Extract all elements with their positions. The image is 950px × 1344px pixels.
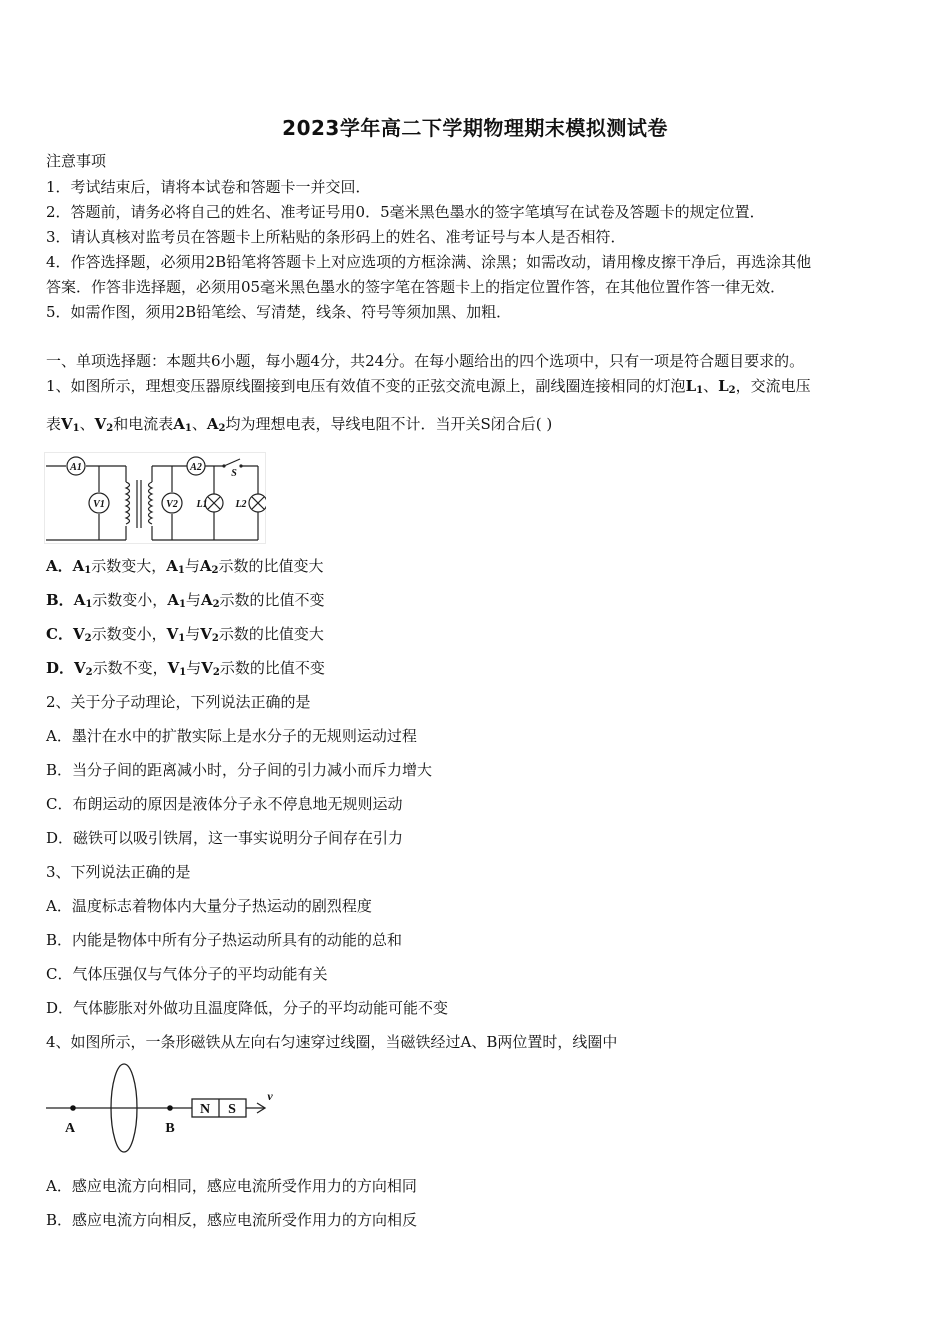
q1-opt-d-letter: D． [46, 659, 75, 677]
notice-item-1: 1．考试结束后，请将本试卷和答题卡一并交回． [46, 178, 371, 196]
fig-v2-label: V2 [166, 499, 178, 510]
q1-v2-sub: 2 [106, 423, 114, 434]
q1-stem-line1 [46, 377, 811, 395]
q1-opt-c-text3: 示数的比值变大 [218, 625, 324, 643]
q1-opt-a-sym1: A [72, 557, 85, 575]
q1-opt-a-letter: A． [46, 557, 73, 575]
q1-option-a [46, 557, 324, 575]
q1-a2-symbol: A [206, 415, 219, 433]
q1-opt-a-sub2: 1 [177, 565, 185, 576]
q1-stem-text-b: ，交流电压 [735, 377, 811, 395]
fig-velocity-label: v [267, 1089, 273, 1103]
fig-a2-label: A2 [190, 462, 202, 473]
fig-a1-label: A1 [70, 462, 82, 473]
q3-option-d: D．气体膨胀对外做功且温度降低，分子的平均动能可能不变 [46, 999, 449, 1017]
q4-option-b: B．感应电流方向相反，感应电流所受作用力的方向相反 [46, 1211, 418, 1229]
q1-opt-b-text2: 与 [185, 591, 201, 609]
q1-opt-a-sub3: 2 [211, 565, 219, 576]
q1-opt-d-text3: 示数的比值不变 [219, 659, 325, 677]
q1-opt-b-sym1: A [73, 591, 86, 609]
q1-opt-d-sym2: V [167, 659, 180, 677]
q1-l2-sub: 2 [728, 385, 736, 396]
q1-opt-c-sym2: V [166, 625, 179, 643]
q1-l1-symbol: L [685, 377, 697, 395]
q1-opt-b-sym3: A [200, 591, 213, 609]
q1-circuit-diagram [44, 452, 266, 544]
q1-sep-2: 、 [79, 415, 95, 433]
q1-opt-c-text1: 示数变小， [91, 625, 167, 643]
q1-opt-d-sym1: V [74, 659, 86, 677]
q1-stem-line2 [46, 415, 552, 433]
q1-sep-3: 、 [191, 415, 207, 433]
fig-v1-label: V1 [93, 499, 105, 510]
q1-opt-d-sub1: 2 [85, 667, 93, 678]
q1-opt-b-sym2: A [167, 591, 179, 609]
q1-a1-symbol: A [173, 415, 185, 433]
q1-opt-a-text3: 示数的比值变大 [218, 557, 324, 575]
notice-item-2: 2．答题前，请务必将自己的姓名、准考证号用0．5毫米黑色墨水的签字笔填写在试卷及答题卡的规定位置． [46, 203, 765, 221]
q3-option-b: B．内能是物体中所有分子热运动所具有的动能的总和 [46, 931, 403, 949]
q1-v2-symbol: V [94, 415, 107, 433]
q1-a1-sub: 1 [184, 423, 192, 434]
q1-opt-a-sub1: 1 [84, 565, 92, 576]
q1-v1-symbol: V [61, 415, 73, 433]
q1-l1-sub: 1 [696, 385, 704, 396]
notice-heading: 注意事项 [46, 152, 107, 170]
q1-a2-sub: 2 [218, 423, 226, 434]
q1-stem-text-c: 表 [46, 415, 62, 433]
section-heading: 一、单项选择题：本题共6小题，每小题4分，共24分。在每小题给出的四个选项中，只有一项是符合题目要求的。 [46, 352, 805, 370]
q1-opt-a-sym3: A [199, 557, 212, 575]
notice-item-3: 3．请认真核对监考员在答题卡上所粘贴的条形码上的姓名、准考证号与本人是否相符． [46, 228, 626, 246]
q1-option-c [46, 625, 324, 643]
q1-opt-b-text3: 示数的比值不变 [219, 591, 325, 609]
fig-l1-label: L1 [196, 499, 208, 510]
q3-option-c: C．气体压强仅与气体分子的平均动能有关 [46, 965, 328, 983]
q4-magnet-diagram [44, 1060, 284, 1156]
q2-option-b: B．当分子间的距离减小时，分子间的引力减小而斥力增大 [46, 761, 433, 779]
q1-opt-b-sub3: 2 [212, 599, 220, 610]
q1-l2-symbol: L [718, 377, 729, 395]
q1-opt-b-text1: 示数变小， [92, 591, 168, 609]
q1-opt-d-text1: 示数不变， [92, 659, 168, 677]
q1-and-text: 和电流表 [113, 415, 174, 433]
q1-opt-c-text2: 与 [185, 625, 201, 643]
q1-v1-sub: 1 [72, 423, 80, 434]
q2-option-c: C．布朗运动的原因是液体分子永不停息地无规则运动 [46, 795, 403, 813]
fig-l2-label: L2 [235, 499, 247, 510]
q1-opt-b-letter: B． [46, 591, 74, 609]
q1-sep-1: 、 [703, 377, 719, 395]
q1-option-d [46, 659, 325, 677]
q1-opt-d-sub3: 2 [212, 667, 220, 678]
q1-opt-a-text2: 与 [184, 557, 200, 575]
q2-option-a: A．墨汁在水中的扩散实际上是水分子的无规则运动过程 [46, 727, 417, 745]
notice-item-4-cont: 答案．作答非选择题，必须用05毫米黑色墨水的签字笔在答题卡上的指定位置作答，在其他位置作答一律无效． [46, 278, 786, 296]
q1-opt-c-sub2: 1 [178, 633, 186, 644]
q1-opt-c-sub3: 2 [211, 633, 219, 644]
q1-stem-text: 1、如图所示，理想变压器原线圈接到电压有效值不变的正弦交流电源上，副线圈连接相同的灯泡 [46, 377, 686, 395]
fig-point-b-label: B [165, 1121, 175, 1136]
fig-point-a-label: A [64, 1121, 76, 1136]
q2-option-d: D．磁铁可以吸引铁屑，这一事实说明分子间存在引力 [46, 829, 404, 847]
q4-stem: 4、如图所示，一条形磁铁从左向右匀速穿过线圈，当磁铁经过A、B两位置时，线圈中 [46, 1033, 618, 1051]
q3-stem: 3、下列说法正确的是 [46, 863, 191, 881]
notice-item-5: 5．如需作图，须用2B铅笔绘、写清楚，线条、符号等须加黑、加粗． [46, 303, 512, 321]
q1-opt-d-sub2: 1 [179, 667, 187, 678]
q1-opt-b-sub2: 1 [178, 599, 186, 610]
q1-opt-c-sym3: V [200, 625, 212, 643]
page-title: 2023学年高二下学期物理期末模拟测试卷 [282, 116, 668, 140]
q1-opt-c-sub1: 2 [84, 633, 92, 644]
q1-opt-d-sym3: V [201, 659, 213, 677]
q1-stem-text-d: 均为理想电表，导线电阻不计．当开关S闭合后( ) [225, 415, 553, 433]
q1-opt-b-sub1: 1 [85, 599, 93, 610]
q1-opt-c-sym1: V [72, 625, 85, 643]
q1-opt-a-text1: 示数变大， [91, 557, 167, 575]
q1-opt-d-text2: 与 [186, 659, 202, 677]
fig-s-label: S [231, 468, 237, 479]
q3-option-a: A．温度标志着物体内大量分子热运动的剧烈程度 [46, 897, 372, 915]
q4-option-a: A．感应电流方向相同，感应电流所受作用力的方向相同 [46, 1177, 417, 1195]
q2-stem: 2、关于分子动理论，下列说法正确的是 [46, 693, 311, 711]
q1-option-b [46, 591, 325, 609]
q1-opt-a-sym2: A [166, 557, 178, 575]
fig-magnet-n-label: N [199, 1102, 211, 1117]
fig-magnet-s-label: S [228, 1102, 236, 1117]
q1-opt-c-letter: C． [46, 625, 73, 643]
notice-item-4: 4．作答选择题，必须用2B铅笔将答题卡上对应选项的方框涂满、涂黑；如需改动，请用橡皮擦干净后，再选涂其他 [46, 253, 812, 271]
